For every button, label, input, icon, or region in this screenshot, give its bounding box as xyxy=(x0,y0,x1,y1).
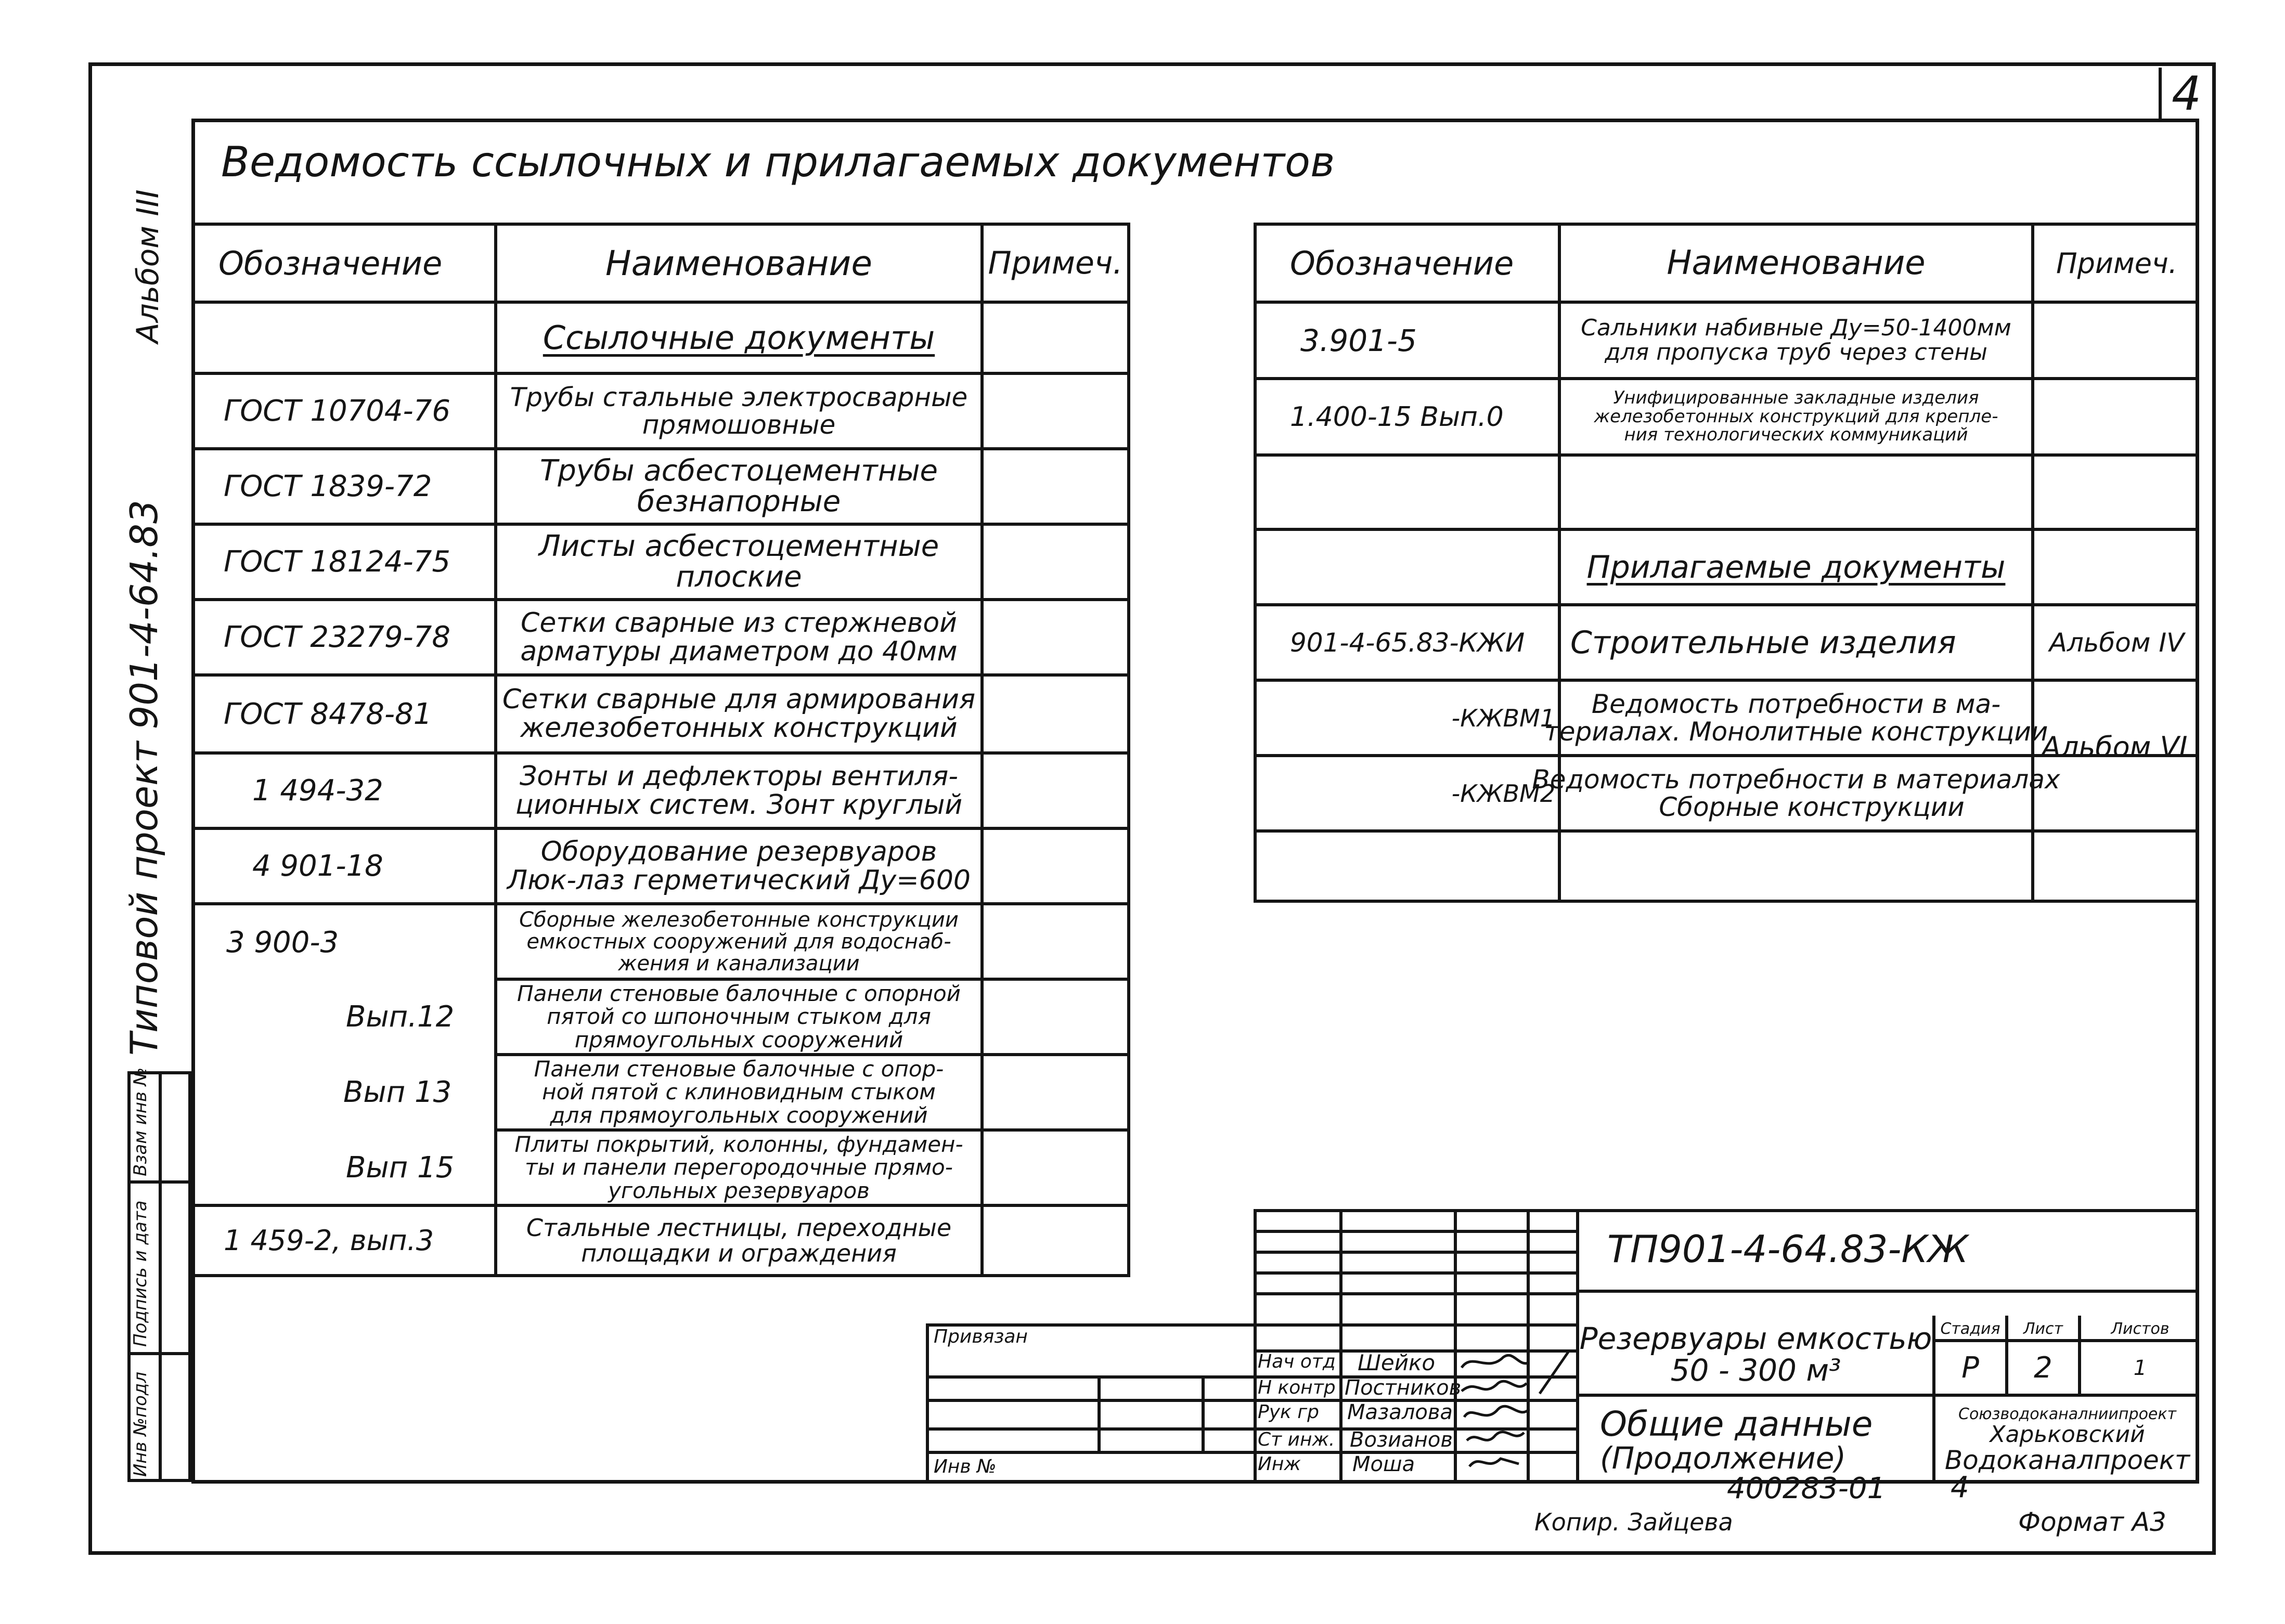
table-row-name: Строительные изделия xyxy=(1570,624,1956,661)
table-row-code: Вып 15 xyxy=(346,1151,455,1185)
signature-role: Ст инж. xyxy=(1258,1429,1335,1450)
signature-role: Нач отд xyxy=(1258,1351,1336,1372)
right-header-note: Примеч. xyxy=(2056,246,2177,280)
table-row-note: Альбом IV xyxy=(2049,627,2185,658)
signature-role: Инж xyxy=(1258,1453,1301,1475)
right-header-designation: Обозначение xyxy=(1290,244,1514,282)
signature-name: Моша xyxy=(1352,1452,1415,1476)
left-header-designation: Обозначение xyxy=(218,244,443,282)
left-header-note: Примеч. xyxy=(988,245,1123,281)
signature-role: Рук гр xyxy=(1258,1401,1319,1423)
table-row-code: ГОСТ 23279-78 xyxy=(224,620,450,654)
table-row-name: Плиты покрытий, колонны, фундамен- ты и панели перегородочные прямо- угольных резервуаров xyxy=(514,1132,963,1203)
table-row-name: Ведомость потребности в ма- териалах. Монолитные конструкции xyxy=(1544,689,2048,747)
copied-by: Копир. Зайцева xyxy=(1534,1508,1733,1536)
margin-stamp-row xyxy=(127,1352,191,1355)
signature-role: Н контр xyxy=(1258,1377,1336,1398)
table-row-code: -КЖВМ1 xyxy=(1451,704,1555,732)
privyazan-label: Привязан xyxy=(934,1326,1028,1347)
stage-header: Стадия xyxy=(1940,1320,2000,1338)
right-section-heading: Прилагаемые документы xyxy=(1586,549,2006,586)
table-row-code: ГОСТ 18124-75 xyxy=(224,545,450,579)
object-name: Резервуары емкостью 50 - 300 м³ xyxy=(1579,1321,1932,1388)
table-row-name: Трубы асбестоцементные безнапорные xyxy=(540,453,938,518)
sheet-title: Общие данные (Продолжение) xyxy=(1600,1404,1873,1476)
table-row-code: -КЖВМ2 xyxy=(1451,779,1555,808)
page-number: 4 xyxy=(2172,67,2202,121)
table-row-code: 4 901-18 xyxy=(252,849,383,883)
table-row-name: Панели стеновые балочные с опорной пятой со шпоночным стыком для прямоугольных сооружений xyxy=(517,981,961,1053)
left-section-heading: Ссылочные документы xyxy=(543,319,935,357)
archive-number: 400283-01 xyxy=(1727,1472,1886,1505)
album-label: Альбом III xyxy=(130,189,165,343)
table-row-name: Ведомость потребности в материалах Сборные конструкции xyxy=(1532,764,2060,822)
table-row-name: Сальники набивные Ду=50-1400мм для пропуска труб через стены xyxy=(1581,315,2011,366)
table-row-name: Трубы стальные электросварные прямошовные xyxy=(510,382,968,440)
left-header-name: Наименование xyxy=(605,243,872,283)
right-header-name: Наименование xyxy=(1667,244,1926,282)
stamp-field-replacement-inv: Взам инв № xyxy=(130,1067,151,1176)
margin-stamp-divider xyxy=(159,1071,162,1482)
table-row-name: Унифицированные закладные изделия железобетонных конструкций для крепле- ния технологических коммуникаций xyxy=(1594,387,1998,446)
doc-code: ТП901-4-64.83-КЖ xyxy=(1607,1227,1969,1271)
organization-name: Союзводоканалниипроект Харьковский Водоканалпроект xyxy=(1944,1405,2190,1476)
table-row-name: Панели стеновые балочные с опор- ной пятой с клиновидным стыком для прямоугольных сооружений xyxy=(534,1056,944,1128)
table-row-code: ГОСТ 1839-72 xyxy=(224,470,432,503)
table-row-code: Вып.12 xyxy=(346,1000,455,1034)
signature-scribbles xyxy=(1456,1347,1576,1482)
project-label: Типовой проект 901-4-64.83 xyxy=(122,500,166,1056)
page-title: Ведомость ссылочных и прилагаемых документов xyxy=(221,138,1335,186)
table-row-code: 3.901-5 xyxy=(1300,322,1417,358)
table-row-code: 3 900-3 xyxy=(226,926,339,959)
signature-name: Мазалова xyxy=(1347,1400,1453,1424)
stamp-field-inv-no: Инв №подл xyxy=(130,1371,151,1477)
table-row-name: Зонты и дефлекторы вентиля- ционных систем. Зонт круглый xyxy=(515,760,963,821)
table-row-name: Сетки сварные для армирования железобетонных конструкций xyxy=(502,684,976,744)
table-row-code: 1.400-15 Вып.0 xyxy=(1290,401,1504,433)
sheets-header: Листов xyxy=(2111,1320,2170,1338)
table-row-name: Стальные лестницы, переходные площадки и ограждения xyxy=(526,1214,952,1267)
table-row-code: 1 459-2, вып.3 xyxy=(224,1224,434,1257)
table-row-name: Сетки сварные из стержневой арматуры диаметром до 40мм xyxy=(520,607,958,667)
table-row-code: 901-4-65.83-КЖИ xyxy=(1290,627,1525,658)
table-row-code: ГОСТ 8478-81 xyxy=(224,697,432,731)
signature-name: Возианов xyxy=(1350,1428,1453,1452)
table-row-code: ГОСТ 10704-76 xyxy=(224,394,450,428)
sheet-header: Лист xyxy=(2023,1320,2063,1338)
table-row-name: Сборные железобетонные конструкции емкостных сооружений для водоснаб- жения и канализации xyxy=(519,907,959,976)
table-row-code: 1 494-32 xyxy=(252,774,383,808)
archive-page: 4 xyxy=(1951,1471,1969,1504)
signature-name: Шейко xyxy=(1358,1350,1436,1375)
table-row-name: Листы асбестоцементные плоские xyxy=(538,529,939,594)
table-row-note: Альбом VI xyxy=(2042,731,2188,763)
margin-stamp-row xyxy=(127,1180,191,1184)
stage-value: Р xyxy=(1961,1351,1979,1385)
sheet-format: Формат А3 xyxy=(2018,1507,2166,1537)
table-row-code: Вып 13 xyxy=(343,1075,452,1109)
signature-name: Постников xyxy=(1345,1376,1462,1400)
table-row-name: Оборудование резервуаров Люк-лаз герметический Ду=600 xyxy=(507,836,971,896)
stamp-field-signature-date: Подпись и дата xyxy=(130,1200,151,1347)
sheets-value: 1 xyxy=(2133,1356,2147,1380)
sheet-value: 2 xyxy=(2034,1351,2052,1385)
inv-no-label: Инв № xyxy=(934,1456,997,1477)
